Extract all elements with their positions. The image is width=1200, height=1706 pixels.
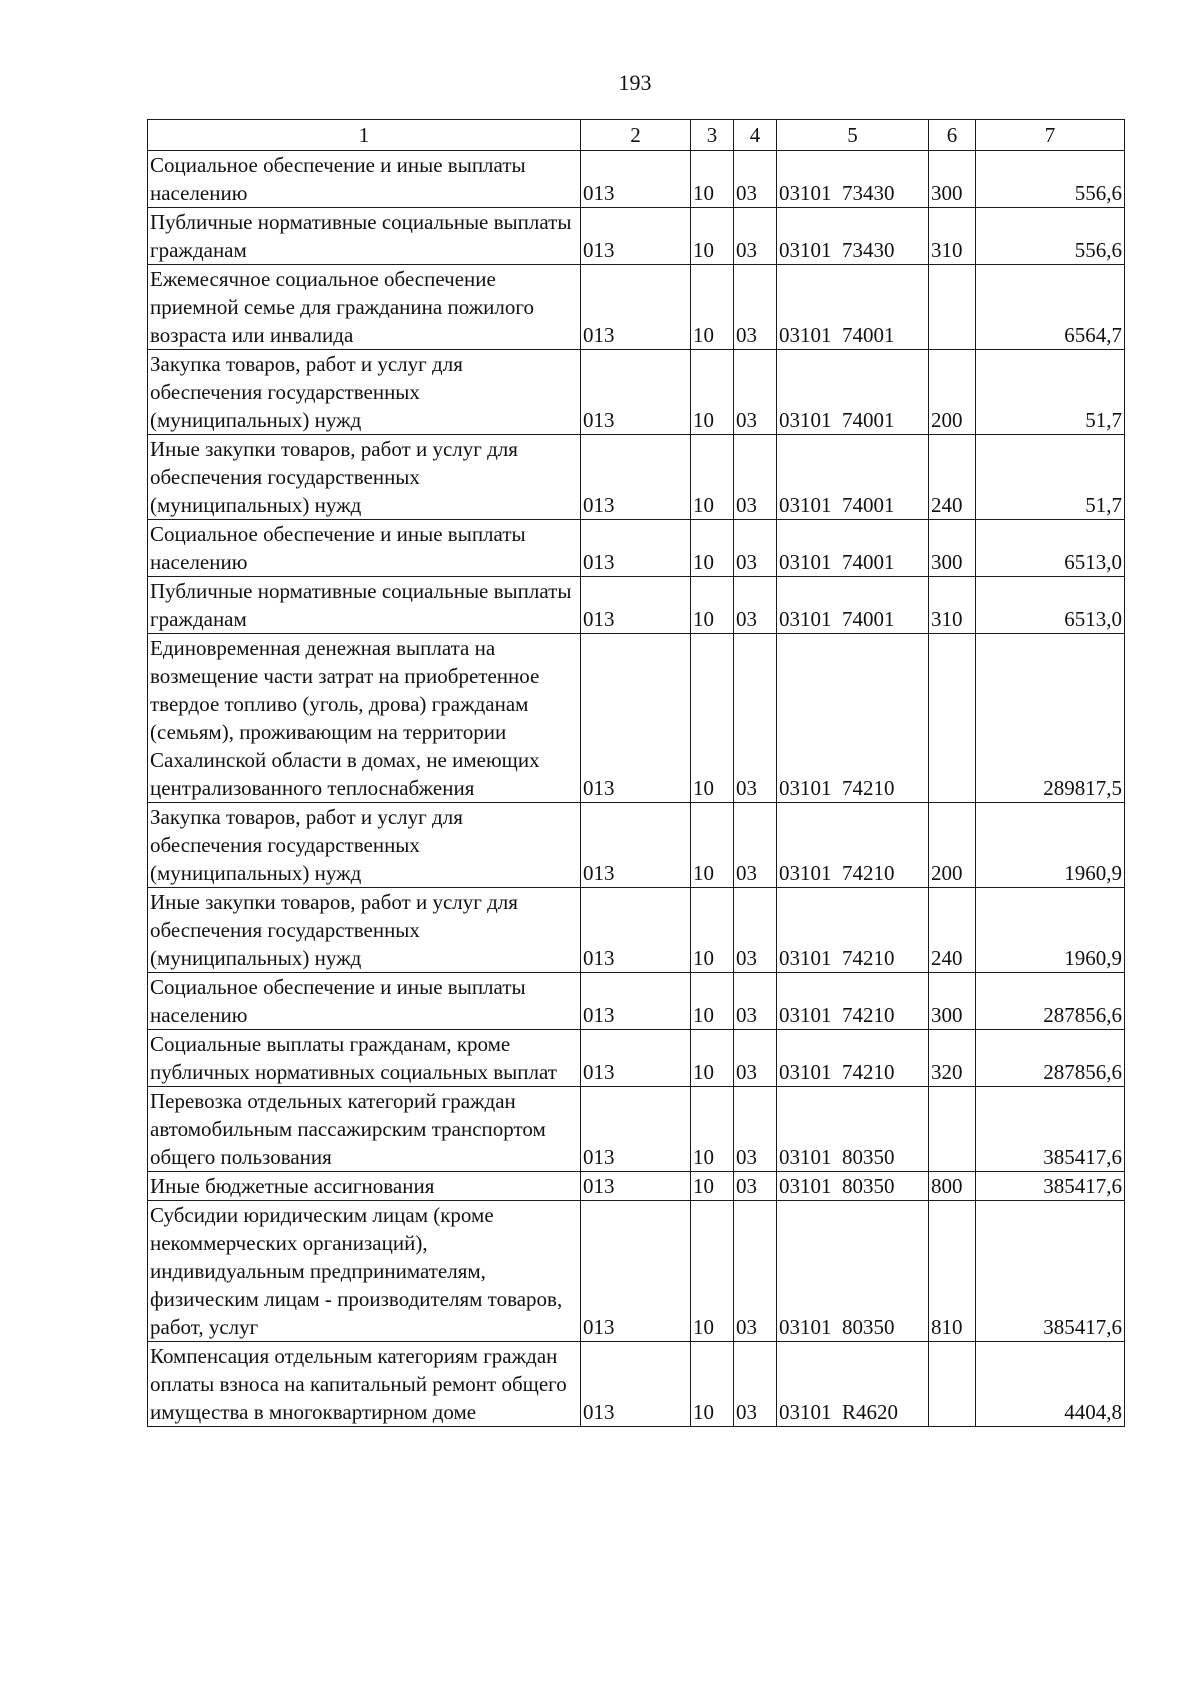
row-expense-type — [929, 265, 976, 350]
row-expense-type: 310 — [929, 208, 976, 265]
row-expense-type: 200 — [929, 803, 976, 888]
row-section-code: 10 — [691, 1172, 734, 1201]
row-ministry-code: 013 — [581, 151, 691, 208]
row-amount: 287856,6 — [976, 973, 1125, 1030]
row-amount: 385417,6 — [976, 1172, 1125, 1201]
row-name: Ежемесячное социальное обеспечение приемной семье для гражданина пожилого возраста или инвалида — [148, 265, 581, 350]
row-subsection-code: 03 — [734, 350, 777, 435]
table-row — [148, 151, 1125, 208]
row-amount: 385417,6 — [976, 1201, 1125, 1342]
row-section-code: 10 — [691, 634, 734, 803]
row-expense-type — [929, 634, 976, 803]
row-section-code: 10 — [691, 1201, 734, 1342]
row-target-code: 03101 74001 — [777, 350, 929, 435]
row-target-code: 03101 74210 — [777, 634, 929, 803]
row-target-code: 03101 74001 — [777, 435, 929, 520]
row-ministry-code: 013 — [581, 1342, 691, 1427]
row-section-code: 10 — [691, 208, 734, 265]
row-name: Социальное обеспечение и иные выплаты населению — [148, 520, 581, 577]
header-col-1: 1 — [148, 120, 581, 151]
row-amount: 6564,7 — [976, 265, 1125, 350]
row-section-code: 10 — [691, 520, 734, 577]
row-ministry-code: 013 — [581, 1087, 691, 1172]
row-ministry-code: 013 — [581, 973, 691, 1030]
row-expense-type: 810 — [929, 1201, 976, 1342]
row-target-code: 03101 73430 — [777, 208, 929, 265]
row-amount: 6513,0 — [976, 577, 1125, 634]
row-section-code: 10 — [691, 803, 734, 888]
row-amount: 289817,5 — [976, 634, 1125, 803]
row-expense-type: 200 — [929, 350, 976, 435]
header-col-6: 6 — [929, 120, 976, 151]
row-amount: 51,7 — [976, 350, 1125, 435]
row-amount: 51,7 — [976, 435, 1125, 520]
row-name: Закупка товаров, работ и услуг для обеспечения государственных (муниципальных) нужд — [148, 350, 581, 435]
row-ministry-code: 013 — [581, 1201, 691, 1342]
row-amount: 1960,9 — [976, 888, 1125, 973]
row-target-code: 03101 74210 — [777, 888, 929, 973]
row-expense-type — [929, 1087, 976, 1172]
row-amount: 6513,0 — [976, 520, 1125, 577]
row-amount: 556,6 — [976, 208, 1125, 265]
row-expense-type: 800 — [929, 1172, 976, 1201]
row-target-code: 03101 74210 — [777, 1030, 929, 1087]
table-row — [148, 1087, 1125, 1172]
row-name: Социальные выплаты гражданам, кроме публичных нормативных социальных выплат — [148, 1030, 581, 1087]
header-row — [148, 120, 1125, 151]
row-subsection-code: 03 — [734, 520, 777, 577]
table-row — [148, 1030, 1125, 1087]
row-name: Публичные нормативные социальные выплаты гражданам — [148, 577, 581, 634]
row-section-code: 10 — [691, 1087, 734, 1172]
row-subsection-code: 03 — [734, 1172, 777, 1201]
row-section-code: 10 — [691, 265, 734, 350]
row-expense-type: 300 — [929, 973, 976, 1030]
row-ministry-code: 013 — [581, 1172, 691, 1201]
row-target-code: 03101 80350 — [777, 1087, 929, 1172]
table-row — [148, 1172, 1125, 1201]
row-target-code: 03101 80350 — [777, 1201, 929, 1342]
row-subsection-code: 03 — [734, 1201, 777, 1342]
header-col-3: 3 — [691, 120, 734, 151]
row-expense-type: 310 — [929, 577, 976, 634]
row-name: Иные закупки товаров, работ и услуг для обеспечения государственных (муниципальных) нужд — [148, 888, 581, 973]
row-ministry-code: 013 — [581, 520, 691, 577]
row-subsection-code: 03 — [734, 1087, 777, 1172]
row-subsection-code: 03 — [734, 1342, 777, 1427]
row-section-code: 10 — [691, 151, 734, 208]
row-subsection-code: 03 — [734, 888, 777, 973]
row-name: Публичные нормативные социальные выплаты гражданам — [148, 208, 581, 265]
table-row — [148, 1201, 1125, 1342]
row-target-code: 03101 80350 — [777, 1172, 929, 1201]
header-col-7: 7 — [976, 120, 1125, 151]
row-subsection-code: 03 — [734, 803, 777, 888]
row-section-code: 10 — [691, 1342, 734, 1427]
row-subsection-code: 03 — [734, 1030, 777, 1087]
row-ministry-code: 013 — [581, 208, 691, 265]
row-ministry-code: 013 — [581, 577, 691, 634]
row-target-code: 03101 74001 — [777, 520, 929, 577]
row-name: Иные бюджетные ассигнования — [148, 1172, 581, 1201]
row-ministry-code: 013 — [581, 803, 691, 888]
table-row — [148, 520, 1125, 577]
table-row — [148, 803, 1125, 888]
row-expense-type — [929, 1342, 976, 1427]
row-name: Единовременная денежная выплата на возмещение части затрат на приобретенное твердое топливо (уголь, дрова) гражданам (семьям), проживающим на территории Сахалинской области в домах, не имеющих централизованного теплоснабжения — [148, 634, 581, 803]
header-col-4: 4 — [734, 120, 777, 151]
row-subsection-code: 03 — [734, 151, 777, 208]
row-name: Перевозка отдельных категорий граждан автомобильным пассажирским транспортом общего пользования — [148, 1087, 581, 1172]
header-col-2: 2 — [581, 120, 691, 151]
row-expense-type: 300 — [929, 151, 976, 208]
row-ministry-code: 013 — [581, 435, 691, 520]
row-name: Компенсация отдельным категориям граждан оплаты взноса на капитальный ремонт общего имущества в многоквартирном доме — [148, 1342, 581, 1427]
row-target-code: 03101 74210 — [777, 803, 929, 888]
table-row — [148, 265, 1125, 350]
table-row — [148, 973, 1125, 1030]
row-expense-type: 240 — [929, 435, 976, 520]
row-amount: 1960,9 — [976, 803, 1125, 888]
row-ministry-code: 013 — [581, 1030, 691, 1087]
row-section-code: 10 — [691, 973, 734, 1030]
page-number: 193 — [618, 70, 652, 95]
row-name: Социальное обеспечение и иные выплаты населению — [148, 973, 581, 1030]
row-target-code: 03101 74210 — [777, 973, 929, 1030]
row-ministry-code: 013 — [581, 265, 691, 350]
row-target-code: 03101 R4620 — [777, 1342, 929, 1427]
row-section-code: 10 — [691, 350, 734, 435]
row-name: Субсидии юридическим лицам (кроме некоммерческих организаций), индивидуальным предпринимателям, физическим лицам - производителям товаров, работ, услуг — [148, 1201, 581, 1342]
row-amount: 4404,8 — [976, 1342, 1125, 1427]
row-amount: 385417,6 — [976, 1087, 1125, 1172]
row-name: Иные закупки товаров, работ и услуг для обеспечения государственных (муниципальных) нужд — [148, 435, 581, 520]
row-target-code: 03101 73430 — [777, 151, 929, 208]
row-name: Закупка товаров, работ и услуг для обеспечения государственных (муниципальных) нужд — [148, 803, 581, 888]
table-row — [148, 350, 1125, 435]
row-ministry-code: 013 — [581, 888, 691, 973]
row-target-code: 03101 74001 — [777, 265, 929, 350]
row-expense-type: 300 — [929, 520, 976, 577]
header-col-5: 5 — [777, 120, 929, 151]
table-row — [148, 634, 1125, 803]
row-subsection-code: 03 — [734, 265, 777, 350]
row-ministry-code: 013 — [581, 350, 691, 435]
row-expense-type: 240 — [929, 888, 976, 973]
row-subsection-code: 03 — [734, 435, 777, 520]
row-target-code: 03101 74001 — [777, 577, 929, 634]
row-section-code: 10 — [691, 435, 734, 520]
row-section-code: 10 — [691, 1030, 734, 1087]
row-amount: 287856,6 — [976, 1030, 1125, 1087]
row-subsection-code: 03 — [734, 634, 777, 803]
budget-table — [147, 119, 1125, 1427]
row-subsection-code: 03 — [734, 577, 777, 634]
row-expense-type: 320 — [929, 1030, 976, 1087]
table-row — [148, 888, 1125, 973]
row-subsection-code: 03 — [734, 208, 777, 265]
table-row — [148, 577, 1125, 634]
table-row — [148, 208, 1125, 265]
table-row — [148, 1342, 1125, 1427]
row-ministry-code: 013 — [581, 634, 691, 803]
row-subsection-code: 03 — [734, 973, 777, 1030]
row-name: Социальное обеспечение и иные выплаты населению — [148, 151, 581, 208]
row-section-code: 10 — [691, 888, 734, 973]
table-row — [148, 435, 1125, 520]
row-amount: 556,6 — [976, 151, 1125, 208]
row-section-code: 10 — [691, 577, 734, 634]
